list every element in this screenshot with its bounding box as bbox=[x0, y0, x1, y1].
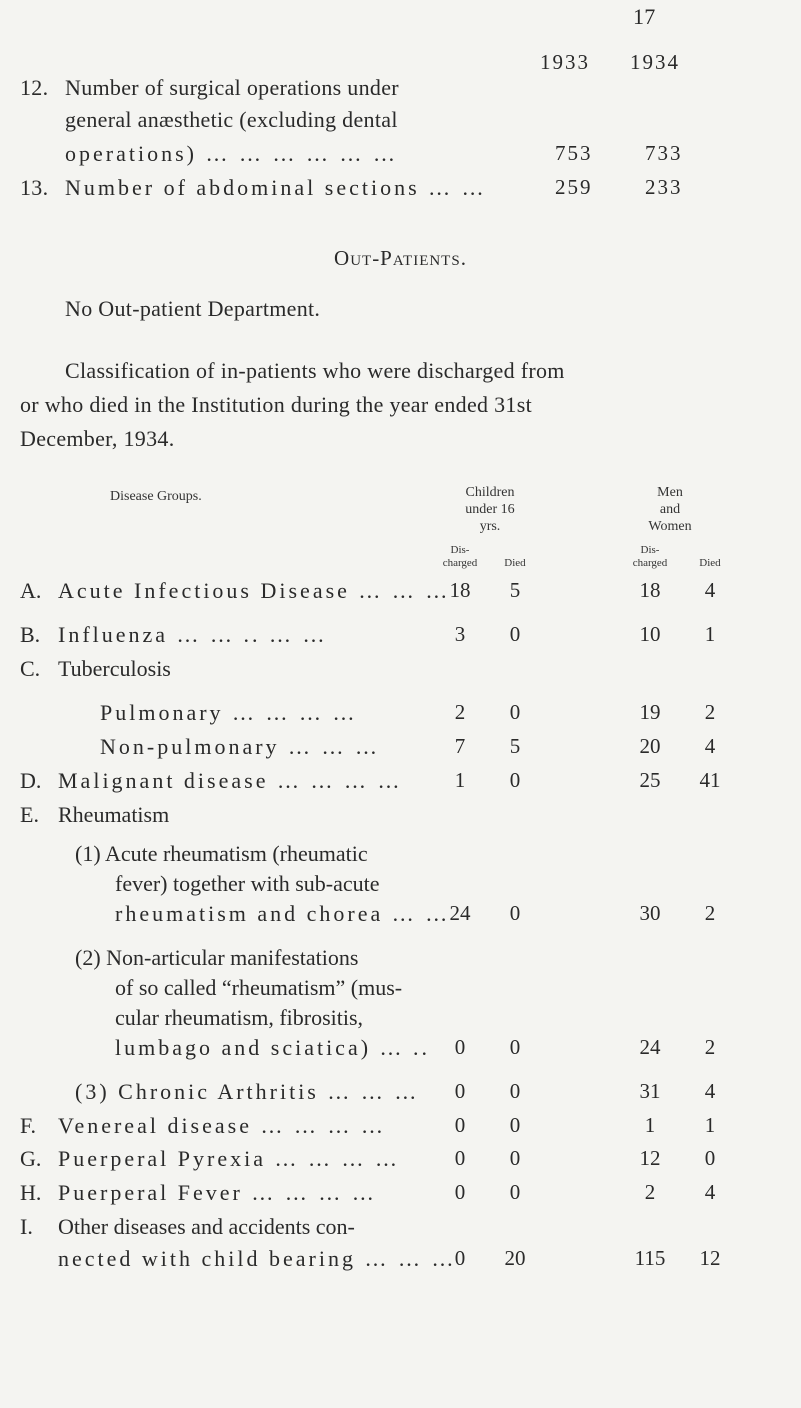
row-non-pulmonary-adults-discharged: 20 bbox=[639, 734, 661, 758]
row-e3-adults-discharged: 31 bbox=[639, 1079, 661, 1103]
row-e2-children-died: 0 bbox=[509, 1035, 521, 1059]
row-e1-adults-died: 2 bbox=[704, 901, 716, 925]
page-number: 17 bbox=[633, 4, 656, 29]
item-13-value-1934: 233 bbox=[645, 175, 683, 199]
out-patients-heading: Out-Patients. bbox=[334, 246, 467, 270]
item-12-number: 12. bbox=[20, 75, 49, 100]
item-12-value-1933: 753 bbox=[555, 141, 593, 165]
item-12-line1: Number of surgical operations under bbox=[65, 75, 399, 100]
row-e1-label-line3: rheumatism and chorea … … bbox=[115, 901, 451, 926]
classification-line-1: Classification of in-patients who were discharged from bbox=[65, 358, 565, 383]
row-i-label-line1: Other diseases and accidents con- bbox=[58, 1214, 355, 1239]
sub-adults-died: Died bbox=[699, 557, 721, 569]
row-f-label: Venereal disease … … … … bbox=[58, 1113, 386, 1138]
row-i-label-line2: nected with child bearing … … … bbox=[58, 1246, 457, 1271]
col-adults-line2: and bbox=[659, 502, 681, 517]
row-pulmonary-children-died: 0 bbox=[509, 700, 521, 724]
row-g-children-died: 0 bbox=[509, 1146, 521, 1170]
row-a-adults-discharged: 18 bbox=[639, 578, 661, 602]
row-g-adults-died: 0 bbox=[704, 1146, 716, 1170]
row-b-adults-discharged: 10 bbox=[639, 622, 661, 646]
row-b-letter: B. bbox=[20, 622, 41, 647]
row-c-label: Tuberculosis bbox=[58, 656, 171, 681]
row-d-letter: D. bbox=[20, 768, 42, 793]
row-g-label: Puerperal Pyrexia … … … … bbox=[58, 1146, 400, 1171]
sub-adults-dis-line1: Dis- bbox=[640, 544, 660, 556]
sub-children-died: Died bbox=[504, 557, 526, 569]
row-d-label: Malignant disease … … … … bbox=[58, 768, 403, 793]
row-f-adults-discharged: 1 bbox=[644, 1113, 656, 1137]
col-disease-groups: Disease Groups. bbox=[110, 489, 202, 504]
row-d-children-died: 0 bbox=[509, 768, 521, 792]
row-d-children-discharged: 1 bbox=[454, 768, 466, 792]
row-h-children-died: 0 bbox=[509, 1180, 521, 1204]
sub-adults-discharged bbox=[620, 544, 680, 570]
row-e-letter: E. bbox=[20, 802, 39, 827]
item-13-value-1933: 259 bbox=[555, 175, 593, 199]
row-i-children-discharged: 0 bbox=[454, 1246, 466, 1270]
row-h-adults-died: 4 bbox=[704, 1180, 716, 1204]
row-e2-adults-died: 2 bbox=[704, 1035, 716, 1059]
row-e1-label-line2: fever) together with sub-acute bbox=[115, 871, 380, 896]
row-pulmonary-adults-died: 2 bbox=[704, 700, 716, 724]
year-1934-header: 1934 bbox=[630, 50, 680, 74]
row-e3-children-discharged: 0 bbox=[454, 1079, 466, 1103]
col-children-line2: under 16 bbox=[465, 502, 515, 517]
row-a-adults-died: 4 bbox=[704, 578, 716, 602]
row-h-letter: H. bbox=[20, 1180, 42, 1205]
row-a-label: Acute Infectious Disease … … … bbox=[58, 578, 451, 603]
item-13-line1: Number of abdominal sections … … bbox=[65, 175, 487, 200]
out-patients-note: No Out-patient Department. bbox=[65, 296, 321, 321]
row-non-pulmonary-children-discharged: 7 bbox=[454, 734, 466, 758]
row-e2-label-line2: of so called “rheumatism” (mus- bbox=[115, 975, 403, 1000]
row-non-pulmonary-adults-died: 4 bbox=[704, 734, 716, 758]
row-f-children-died: 0 bbox=[509, 1113, 521, 1137]
col-adults-line1: Men bbox=[657, 485, 683, 500]
col-adults-line3: Women bbox=[648, 519, 692, 534]
row-a-letter: A. bbox=[20, 578, 42, 603]
item-12-line2: general anæsthetic (excluding dental bbox=[65, 107, 398, 132]
row-g-children-discharged: 0 bbox=[454, 1146, 466, 1170]
row-d-adults-discharged: 25 bbox=[639, 768, 661, 792]
col-children-header bbox=[440, 484, 540, 535]
row-e2-adults-discharged: 24 bbox=[639, 1035, 661, 1059]
row-e1-children-discharged: 24 bbox=[449, 901, 471, 925]
item-13-number: 13. bbox=[20, 175, 49, 200]
row-b-adults-died: 1 bbox=[704, 622, 716, 646]
row-c-letter: C. bbox=[20, 656, 41, 681]
sub-children-dis-line2: charged bbox=[442, 557, 478, 569]
col-adults-header bbox=[620, 484, 720, 535]
row-b-children-died: 0 bbox=[509, 622, 521, 646]
row-e2-label-line3: cular rheumatism, fibrositis, bbox=[115, 1005, 364, 1030]
row-g-letter: G. bbox=[20, 1146, 42, 1171]
row-e1-adults-discharged: 30 bbox=[639, 901, 661, 925]
row-i-children-died: 20 bbox=[504, 1246, 526, 1270]
row-non-pulmonary-label: Non-pulmonary … … … bbox=[100, 734, 381, 759]
row-f-letter: F. bbox=[20, 1113, 36, 1138]
row-i-adults-discharged: 115 bbox=[634, 1246, 666, 1270]
col-children-line1: Children bbox=[465, 485, 515, 500]
row-non-pulmonary-children-died: 5 bbox=[509, 734, 521, 758]
row-i-adults-died: 12 bbox=[699, 1246, 721, 1270]
row-e1-children-died: 0 bbox=[509, 901, 521, 925]
year-1933-header: 1933 bbox=[540, 50, 590, 74]
classification-line-3: December, 1934. bbox=[20, 426, 175, 451]
row-pulmonary-label: Pulmonary … … … … bbox=[100, 700, 358, 725]
row-e3-label: (3) Chronic Arthritis … … … bbox=[75, 1079, 420, 1104]
row-a-children-discharged: 18 bbox=[449, 578, 471, 602]
row-f-children-discharged: 0 bbox=[454, 1113, 466, 1137]
row-f-adults-died: 1 bbox=[704, 1113, 716, 1137]
row-e2-label-line1: (2) Non-articular manifestations bbox=[75, 945, 359, 970]
sub-children-discharged bbox=[430, 544, 490, 570]
row-a-children-died: 5 bbox=[509, 578, 521, 602]
row-pulmonary-children-discharged: 2 bbox=[454, 700, 466, 724]
item-12-value-1934: 733 bbox=[645, 141, 683, 165]
row-h-adults-discharged: 2 bbox=[644, 1180, 656, 1204]
row-b-label: Influenza … … .. … … bbox=[58, 622, 328, 647]
row-e2-children-discharged: 0 bbox=[454, 1035, 466, 1059]
row-h-children-discharged: 0 bbox=[454, 1180, 466, 1204]
row-e1-label-line1: (1) Acute rheumatism (rheumatic bbox=[75, 841, 368, 866]
row-i-letter: I. bbox=[20, 1214, 33, 1239]
classification-line-2: or who died in the Institution during the year ended 31st bbox=[20, 392, 533, 417]
row-e3-children-died: 0 bbox=[509, 1079, 521, 1103]
row-e3-adults-died: 4 bbox=[704, 1079, 716, 1103]
row-h-label: Puerperal Fever … … … … bbox=[58, 1180, 377, 1205]
row-d-adults-died: 41 bbox=[699, 768, 721, 792]
row-pulmonary-adults-discharged: 19 bbox=[639, 700, 661, 724]
item-12-line3: operations) … … … … … … bbox=[65, 141, 398, 166]
sub-adults-dis-line2: charged bbox=[632, 557, 668, 569]
row-e2-label-line4: lumbago and sciatica) … .. bbox=[115, 1035, 431, 1060]
col-children-line3: yrs. bbox=[479, 519, 501, 534]
row-g-adults-discharged: 12 bbox=[639, 1146, 661, 1170]
row-e-label: Rheumatism bbox=[58, 802, 170, 827]
sub-children-dis-line1: Dis- bbox=[450, 544, 470, 556]
row-b-children-discharged: 3 bbox=[454, 622, 466, 646]
